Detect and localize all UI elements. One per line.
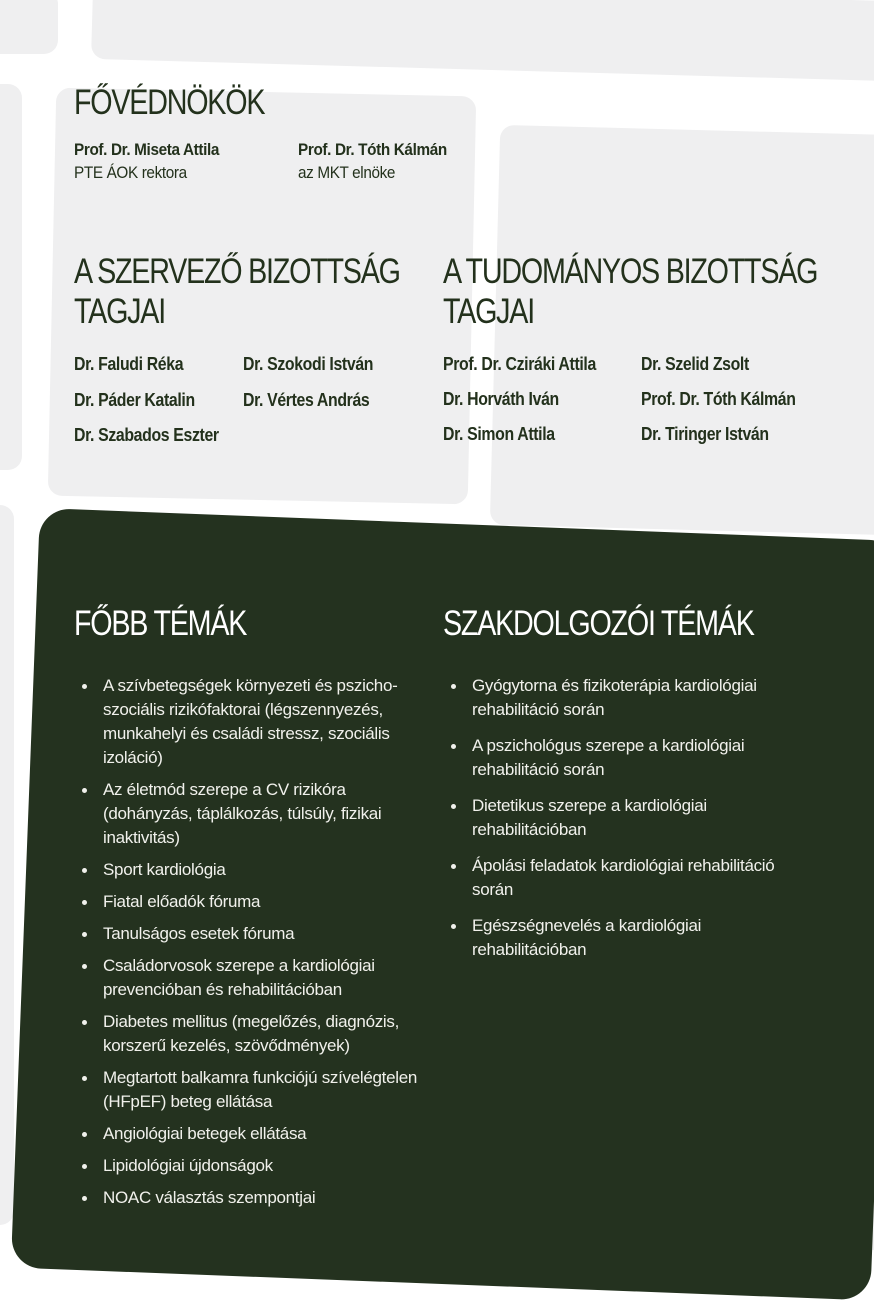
main-topics-list — [74, 674, 419, 1218]
scientific-title-line2: TAGJAI — [443, 292, 534, 331]
patron-role: PTE ÁOK rektora — [74, 163, 187, 182]
patron-name: Prof. Dr. Tóth Kálmán — [298, 140, 447, 159]
list-item: Sport kardiológia — [74, 858, 419, 882]
organizing-member: Dr. Szabados Eszter — [74, 425, 219, 445]
list-item: Dietetikus szerepe a kardiológiai rehabilitációban — [443, 794, 783, 842]
professional-topics-list — [443, 674, 783, 974]
scientific-title-line1: A TUDOMÁNYOS BIZOTTSÁG — [443, 252, 818, 291]
bg-block — [0, 505, 14, 1225]
list-item: Fiatal előadók fóruma — [74, 890, 419, 914]
organizing-member: Dr. Páder Katalin — [74, 390, 195, 410]
list-item: Az életmód szerepe a CV rizikóra (dohányzás, táplálkozás, túlsúly, fizikai inaktivitás) — [74, 778, 419, 850]
list-item: Gyógytorna és fizikoterápia kardiológiai rehabilitáció során — [443, 674, 783, 722]
patron-1 — [74, 138, 219, 184]
bg-block — [0, 84, 22, 470]
list-item: Diabetes mellitus (megelőzés, diagnózis, korszerű kezelés, szövődmények) — [74, 1010, 419, 1058]
scientific-member: Dr. Horváth Iván — [443, 389, 559, 409]
patron-role: az MKT elnöke — [298, 163, 396, 182]
patrons-title: FŐVÉDNÖKÖK — [74, 83, 265, 122]
list-item: Megtartott balkamra funkciójú szívelégtelen (HFpEF) beteg ellátása — [74, 1066, 419, 1114]
scientific-member: Dr. Simon Attila — [443, 424, 555, 444]
scientific-member: Dr. Szelid Zsolt — [641, 354, 749, 374]
patron-2 — [298, 138, 447, 184]
list-item: Egészségnevelés a kardiológiai rehabilitációban — [443, 914, 783, 962]
organizing-member: Dr. Faludi Réka — [74, 354, 184, 374]
organizing-title-line1: A SZERVEZŐ BIZOTTSÁG — [74, 252, 400, 291]
list-item: Lipidológiai újdonságok — [74, 1154, 419, 1178]
list-item: Ápolási feladatok kardiológiai rehabilitáció során — [443, 854, 783, 902]
list-item: A szívbetegségek környezeti és pszicho-szociális rizikófaktorai (légszennyezés, munkahelyi és családi stressz, szociális izoláció) — [74, 674, 419, 770]
organizing-title-line2: TAGJAI — [74, 292, 165, 331]
list-item: Angiológiai betegek ellátása — [74, 1122, 419, 1146]
patron-name: Prof. Dr. Miseta Attila — [74, 140, 220, 159]
scientific-member: Dr. Tiringer István — [641, 424, 769, 444]
scientific-member: Prof. Dr. Cziráki Attila — [443, 354, 596, 374]
list-item: A pszichológus szerepe a kardiológiai rehabilitáció során — [443, 734, 783, 782]
organizing-member: Dr. Szokodi István — [243, 354, 374, 374]
list-item: NOAC választás szempontjai — [74, 1186, 419, 1210]
list-item: Családorvosok szerepe a kardiológiai prevencióban és rehabilitációban — [74, 954, 419, 1002]
professional-topics-title: SZAKDOLGOZÓI TÉMÁK — [443, 604, 754, 643]
bg-block — [0, 0, 58, 54]
scientific-member: Prof. Dr. Tóth Kálmán — [641, 389, 796, 409]
main-topics-title: FŐBB TÉMÁK — [74, 604, 247, 643]
list-item: Tanulságos esetek fóruma — [74, 922, 419, 946]
bg-block — [490, 125, 874, 535]
bg-block — [91, 0, 874, 81]
organizing-member: Dr. Vértes András — [243, 390, 370, 410]
